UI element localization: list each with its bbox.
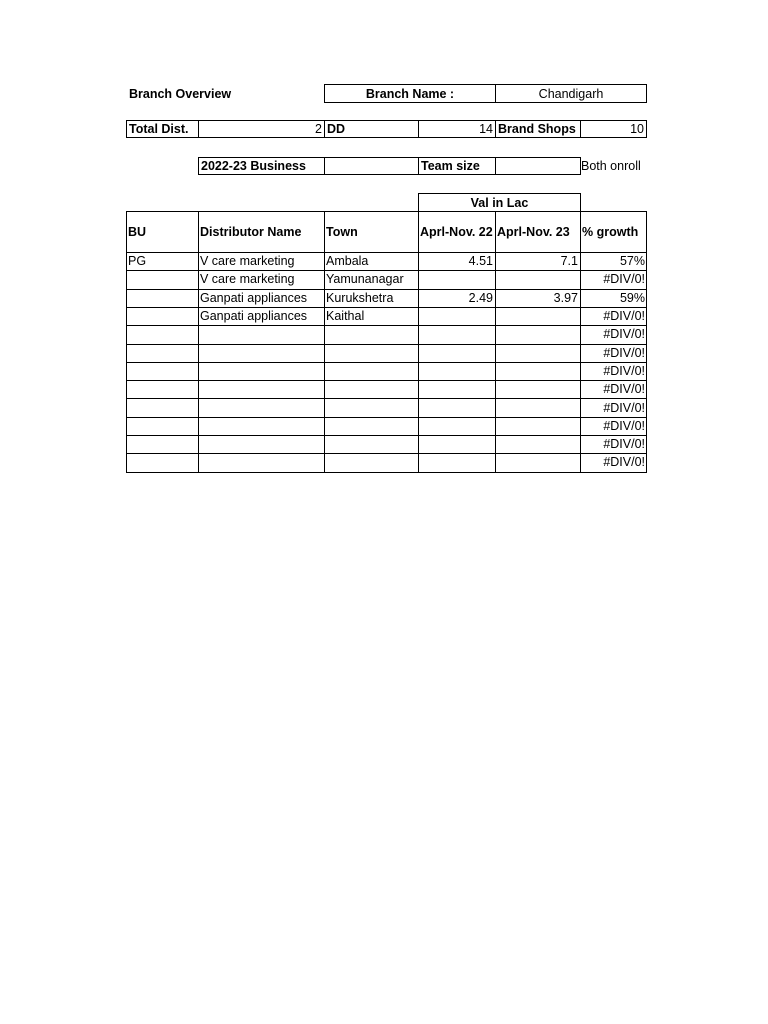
cell-bu[interactable] [126, 398, 198, 416]
header-town: Town [326, 224, 358, 239]
cell-town[interactable] [324, 362, 418, 380]
cell-aprl-nov-23[interactable] [495, 398, 580, 416]
cell-distributor-name[interactable] [198, 362, 324, 380]
cell-aprl-nov-22[interactable] [418, 398, 495, 416]
cell-distributor-name[interactable]: Ganpati appliances [200, 290, 308, 305]
cell-aprl-nov-22[interactable]: 4.51 [468, 254, 493, 269]
total-dist-value[interactable]: 2 [198, 120, 325, 138]
cell-distributor-name[interactable] [198, 453, 324, 471]
cell-growth[interactable]: #DIV/0! [603, 382, 645, 397]
cell-distributor-name[interactable] [198, 435, 324, 453]
cell-bu[interactable] [126, 453, 198, 471]
cell-bu[interactable] [126, 289, 198, 307]
cell-aprl-nov-22[interactable] [418, 307, 495, 325]
cell-bu[interactable] [126, 380, 198, 398]
cell-growth[interactable]: #DIV/0! [603, 272, 645, 287]
cell-aprl-nov-22[interactable]: 2.49 [468, 290, 493, 305]
business-label: 2022-23 Business [198, 157, 325, 175]
cell-town[interactable]: Kaithal [326, 309, 365, 324]
cell-growth[interactable]: #DIV/0! [603, 400, 645, 415]
cell-bu[interactable] [126, 435, 198, 453]
cell-aprl-nov-22[interactable] [418, 380, 495, 398]
cell-growth[interactable]: #DIV/0! [603, 455, 645, 470]
cell-growth[interactable]: 57% [619, 254, 645, 269]
cell-growth[interactable]: 59% [619, 290, 645, 305]
header-growth: % growth [582, 224, 639, 239]
cell-town[interactable] [324, 417, 418, 435]
value-unit-label: Val in Lac [418, 193, 581, 212]
header-aprl-nov-22: Aprl-Nov. 22 [420, 224, 493, 239]
cell-aprl-nov-22[interactable] [418, 435, 495, 453]
cell-distributor-name[interactable] [198, 417, 324, 435]
cell-aprl-nov-23[interactable] [495, 344, 580, 362]
cell-growth[interactable]: #DIV/0! [603, 418, 645, 433]
cell-town[interactable] [324, 380, 418, 398]
cell-town[interactable] [324, 325, 418, 343]
team-size-value[interactable] [495, 157, 581, 175]
cell-bu[interactable] [126, 344, 198, 362]
cell-town[interactable] [324, 453, 418, 471]
distributor-table [126, 211, 647, 472]
cell-aprl-nov-23[interactable]: 7.1 [560, 254, 578, 269]
page-title: Branch Overview [129, 86, 232, 101]
team-size-label: Team size [418, 157, 496, 175]
cell-aprl-nov-23[interactable] [495, 435, 580, 453]
business-value[interactable] [324, 157, 419, 175]
cell-bu[interactable] [126, 270, 198, 288]
cell-aprl-nov-23[interactable] [495, 380, 580, 398]
cell-growth[interactable]: #DIV/0! [603, 309, 645, 324]
cell-aprl-nov-23[interactable] [495, 270, 580, 288]
row-divider [126, 472, 647, 473]
cell-bu[interactable] [126, 325, 198, 343]
cell-aprl-nov-22[interactable] [418, 362, 495, 380]
cell-town[interactable]: Yamunanagar [326, 272, 404, 287]
cell-distributor-name[interactable] [198, 325, 324, 343]
cell-growth[interactable]: #DIV/0! [603, 437, 645, 452]
cell-aprl-nov-22[interactable] [418, 417, 495, 435]
cell-aprl-nov-22[interactable] [418, 453, 495, 471]
cell-town[interactable] [324, 398, 418, 416]
cell-aprl-nov-23[interactable] [495, 307, 580, 325]
header-bu: BU [128, 224, 147, 239]
cell-distributor-name[interactable]: Ganpati appliances [200, 309, 308, 324]
brand-shops-label: Brand Shops [495, 120, 581, 138]
cell-aprl-nov-22[interactable] [418, 325, 495, 343]
cell-aprl-nov-23[interactable] [495, 325, 580, 343]
cell-aprl-nov-22[interactable] [418, 344, 495, 362]
onroll-note: Both onroll [581, 159, 641, 173]
cell-town[interactable] [324, 344, 418, 362]
cell-bu[interactable]: PG [128, 254, 147, 269]
cell-aprl-nov-22[interactable] [418, 270, 495, 288]
cell-aprl-nov-23[interactable] [495, 453, 580, 471]
cell-bu[interactable] [126, 417, 198, 435]
cell-aprl-nov-23[interactable] [495, 362, 580, 380]
cell-growth[interactable]: #DIV/0! [603, 345, 645, 360]
header-aprl-nov-23: Aprl-Nov. 23 [497, 224, 570, 239]
cell-distributor-name[interactable]: V care marketing [200, 254, 295, 269]
header-distributor-name: Distributor Name [200, 224, 302, 239]
cell-bu[interactable] [126, 362, 198, 380]
cell-aprl-nov-23[interactable]: 3.97 [553, 290, 578, 305]
cell-aprl-nov-23[interactable] [495, 417, 580, 435]
cell-town[interactable]: Ambala [326, 254, 369, 269]
dd-value[interactable]: 14 [418, 120, 496, 138]
brand-shops-value[interactable]: 10 [580, 120, 647, 138]
cell-distributor-name[interactable] [198, 398, 324, 416]
branch-name-label: Branch Name : [324, 84, 496, 103]
cell-distributor-name[interactable] [198, 380, 324, 398]
total-dist-label: Total Dist. [126, 120, 199, 138]
branch-name-value[interactable]: Chandigarh [495, 84, 647, 103]
cell-town[interactable]: Kurukshetra [326, 290, 394, 305]
cell-distributor-name[interactable]: V care marketing [200, 272, 295, 287]
cell-growth[interactable]: #DIV/0! [603, 327, 645, 342]
cell-distributor-name[interactable] [198, 344, 324, 362]
dd-label: DD [324, 120, 419, 138]
cell-growth[interactable]: #DIV/0! [603, 363, 645, 378]
cell-bu[interactable] [126, 307, 198, 325]
cell-town[interactable] [324, 435, 418, 453]
